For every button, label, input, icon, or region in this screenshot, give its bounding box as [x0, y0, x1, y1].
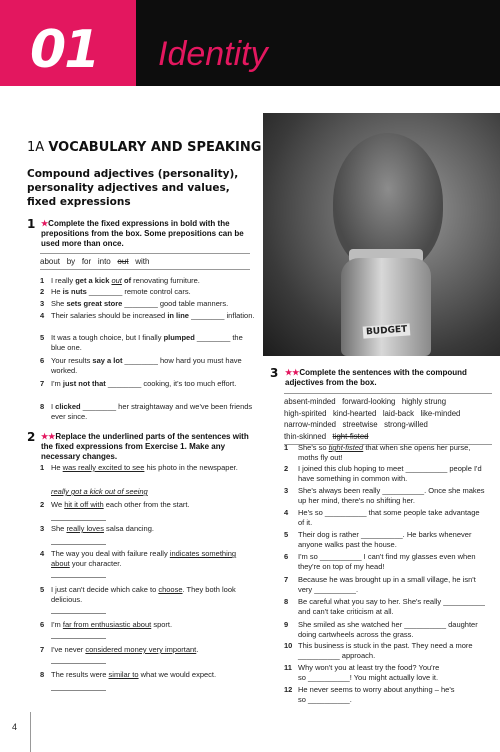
item-text-part: The way you deal with failure really [51, 549, 170, 558]
item-bold: of [124, 276, 132, 285]
exercise-1-item [40, 311, 255, 331]
item-number: 7 [284, 575, 289, 584]
item-text-part: his photo in the newspaper. [144, 463, 238, 472]
item-text-part: He [51, 287, 63, 296]
item-number: 6 [40, 620, 45, 629]
underlined-phrase: was really excited to see [62, 463, 145, 472]
word-box-item-used: out [117, 257, 129, 266]
exercise-2-item [40, 620, 255, 630]
item-number: 2 [40, 287, 45, 296]
example-answer: out [111, 276, 122, 285]
star-icon: ★ [41, 219, 49, 228]
item-text-part: Your results [51, 356, 93, 365]
exercise-3-item [284, 575, 492, 595]
exercise-3-item [284, 663, 492, 683]
item-text-part: . [196, 645, 199, 654]
item-text [51, 645, 256, 655]
item-text [298, 575, 494, 594]
item-text [298, 685, 494, 704]
exercise-1-item [40, 379, 255, 399]
exercise-3-item [284, 508, 492, 528]
example-answer: really got a kick out of seeing [51, 487, 148, 496]
item-number: 1 [40, 276, 45, 285]
item-text-part: It was a tough choice, but I finally [51, 333, 164, 342]
exercise-2-item [40, 585, 255, 605]
item-text [51, 287, 256, 297]
star-icon: ★★ [41, 432, 56, 441]
underlined-phrase: really loves [66, 524, 104, 533]
item-text-part: She's always been really __________. Once she makes [298, 486, 485, 495]
item-text [298, 464, 494, 483]
section-code: 1A [27, 140, 45, 155]
item-number: 2 [40, 500, 45, 509]
item-text-part: I'm [51, 620, 63, 629]
item-number: 6 [40, 356, 45, 365]
item-text-part: ________ her straightaway and we've been friends ever since. [51, 402, 253, 421]
item-text-part: . They both look delicious. [51, 585, 236, 604]
item-text [51, 620, 256, 630]
exercise-2-item [40, 524, 255, 534]
word-box-item: by [66, 257, 76, 266]
exercise-2-instruction-text: Replace the underlined parts of the sentences with the fixed expressions from Exercise 1. Make any necessary changes. [41, 432, 249, 461]
item-number: 4 [40, 311, 45, 320]
answer-line[interactable] [51, 544, 106, 545]
item-text-part: renovating furniture. [131, 276, 200, 285]
word-box-item: with [135, 257, 150, 266]
item-text-part: He [51, 463, 63, 472]
item-number: 11 [284, 663, 292, 672]
item-text-part: Their salaries should be increased [51, 311, 168, 320]
underlined-phrase: considered money very important [85, 645, 197, 654]
word-box-item-used: tight-fisted [332, 431, 369, 441]
item-text-part: I'm so __________ I can't find my glasses even when [298, 552, 476, 561]
item-number: 9 [284, 620, 289, 629]
unit-title: Identity [158, 35, 268, 73]
item-number: 10 [284, 641, 293, 650]
item-text [51, 670, 256, 680]
underlined-phrase: choose [158, 585, 183, 594]
item-text [298, 530, 494, 549]
exercise-3-item [284, 486, 492, 506]
answer-line[interactable] [51, 577, 106, 578]
item-number: 8 [284, 597, 289, 606]
exercise-3-item [284, 641, 492, 661]
item-text-part: ________ good table manners. [122, 299, 229, 308]
star-icon: ★★ [285, 368, 300, 377]
item-number: 7 [40, 379, 45, 388]
item-text-part: ________ how hard you must have worked. [51, 356, 242, 375]
item-number: 2 [284, 464, 289, 473]
item-bold: say a lot [92, 356, 123, 365]
item-line [298, 641, 494, 651]
item-number: 1 [284, 443, 289, 452]
answer-line[interactable] [51, 663, 106, 664]
item-text-part: Why won't you at least try the food? You're [298, 663, 440, 672]
item-text-part: The results were [51, 670, 109, 679]
item-number: 4 [40, 549, 45, 558]
exercise-1-item [40, 402, 255, 422]
exercise-2-item [40, 549, 255, 569]
jar-label: BUDGET [363, 323, 411, 338]
item-text-part: each other from the start. [103, 500, 190, 509]
item-text [51, 276, 256, 286]
answer-line[interactable] [51, 520, 106, 521]
item-text [298, 552, 494, 571]
word-box-line: high-spirited kind-hearted laid-back like-minded [284, 408, 461, 418]
item-text-part: She's so [298, 443, 329, 452]
page-divider [30, 712, 31, 752]
item-line: doing cartwheels across the grass. [298, 629, 414, 639]
item-text-part: Be careful what you say to her. She's really __________ [298, 597, 485, 606]
item-text [51, 585, 241, 604]
item-line: so __________! You might actually love it. [298, 672, 439, 682]
item-text-part: ________ cooking, it's too much effort. [105, 379, 237, 388]
item-text [298, 641, 494, 660]
item-line: and can't take criticism at all. [298, 606, 394, 616]
item-number: 3 [40, 524, 45, 533]
item-line [298, 530, 494, 540]
answer-line[interactable] [51, 613, 106, 614]
item-line [298, 486, 494, 496]
exercise-1-word-box [40, 253, 250, 270]
item-text [51, 549, 241, 568]
exercise-2-item [40, 670, 255, 680]
underlined-phrase: hit it off with [64, 500, 104, 509]
item-bold: plumped [163, 333, 195, 342]
item-line: of it. [298, 517, 313, 527]
exercise-1-item [40, 333, 255, 353]
item-bold: sets great store [66, 299, 123, 308]
item-number: 8 [40, 402, 45, 411]
item-bold: just not that [62, 379, 106, 388]
item-text-part: I've never [51, 645, 86, 654]
item-number: 5 [284, 530, 289, 539]
item-line: __________ approach. [298, 650, 376, 660]
item-line [298, 663, 494, 673]
exercise-2-item [40, 463, 255, 483]
item-line: very __________. [298, 584, 359, 594]
exercise-3-item [284, 620, 492, 640]
item-line [298, 552, 494, 562]
photo-girl-with-jar [263, 113, 500, 356]
example-answer: tight-fisted [328, 443, 364, 452]
exercise-1-instruction [41, 219, 256, 249]
item-text-part: I joined this club hoping to meet __________ people I'd [298, 464, 482, 473]
item-text-part: She [51, 524, 67, 533]
item-text-part: Their dog is rather __________. He barks whenever [298, 530, 472, 539]
item-number: 6 [284, 552, 289, 561]
word-box-line [284, 431, 492, 443]
item-text [51, 524, 256, 534]
item-text [298, 620, 494, 639]
item-text-part: what we would expect. [138, 670, 217, 679]
word-box-item: about [40, 257, 61, 266]
exercise-2-number: 2 [27, 430, 36, 444]
exercise-3-word-box [284, 393, 492, 445]
answer-line[interactable] [51, 690, 106, 691]
exercise-1-instruction-text: Complete the fixed expressions in bold with the prepositions from the box. Some prepositions can be used more than once. [41, 219, 244, 248]
item-number: 8 [40, 670, 45, 679]
exercise-3-item [284, 685, 492, 705]
item-text-part: We [51, 500, 65, 509]
item-line [298, 685, 494, 695]
answer-line[interactable] [51, 638, 106, 639]
item-text-part: He never seems to worry about anything – he's [298, 685, 455, 694]
item-line: moths fly out! [298, 452, 343, 462]
exercise-3-instruction-text: Complete the sentences with the compound adjectives from the box. [285, 368, 467, 387]
underlined-phrase: indicates something about [51, 549, 237, 568]
item-text-part: He's so __________ that some people take advantage [298, 508, 480, 517]
item-text-part: ________ the blue one. [51, 333, 243, 352]
item-line: anyone walks past the house. [298, 539, 397, 549]
item-bold: is nuts [62, 287, 87, 296]
word-box-line: absent-minded forward-looking highly strung [284, 397, 447, 406]
exercise-2-item [40, 645, 255, 655]
word-box-item: thin-skinned [284, 431, 327, 441]
exercise-2-item [40, 500, 255, 510]
item-number: 3 [40, 299, 45, 308]
item-text [298, 508, 494, 527]
item-line [298, 597, 494, 607]
item-text-part: She [51, 299, 67, 308]
item-text [51, 500, 256, 510]
item-number: 5 [40, 585, 45, 594]
item-line [298, 575, 494, 585]
item-text-part: I just can't decide which cake to [51, 585, 159, 594]
item-line: have something in common with. [298, 473, 408, 483]
exercise-1-number: 1 [27, 217, 36, 231]
word-box-item: into [97, 257, 111, 266]
item-text-part: your character. [69, 558, 122, 568]
exercise-1-item [40, 299, 255, 309]
item-text [51, 463, 241, 473]
item-text [51, 402, 256, 421]
item-text-part: I [51, 402, 56, 411]
exercise-3-instruction [285, 368, 485, 388]
item-number: 12 [284, 685, 293, 694]
item-text [298, 663, 494, 682]
exercise-2-instruction [41, 432, 256, 462]
exercise-1-item [40, 287, 255, 297]
item-text [298, 486, 494, 505]
item-text [51, 356, 256, 375]
item-text-part: Because he was brought up in a small village, he isn't [298, 575, 476, 584]
exercise-1-item [40, 356, 255, 376]
item-bold: in line [167, 311, 189, 320]
item-bold: get a kick [75, 276, 112, 285]
item-text-part: sport. [151, 620, 173, 629]
item-text-part: ________ remote control cars. [86, 287, 191, 296]
item-text-part: I'm [51, 379, 63, 388]
item-number: 3 [284, 486, 289, 495]
section-title [27, 140, 261, 156]
underlined-phrase: far from enthusiastic about [62, 620, 152, 629]
photo-jar [341, 258, 431, 356]
exercise-3-item [284, 552, 492, 572]
item-text [51, 333, 256, 352]
exercise-3-item [284, 597, 492, 617]
item-line [298, 508, 494, 518]
item-line [298, 443, 494, 453]
item-line: up her mind, there's no shifting her. [298, 495, 415, 505]
exercise-3-item [284, 530, 492, 550]
item-line [298, 620, 494, 630]
item-number: 7 [40, 645, 45, 654]
exercise-3-item [284, 443, 492, 463]
exercise-3-number: 3 [270, 366, 279, 380]
item-bold: clicked [55, 402, 81, 411]
item-text-part: She smiled as she watched her __________ daughter [298, 620, 478, 629]
item-line [298, 464, 494, 474]
section-name: VOCABULARY AND SPEAKING [48, 140, 262, 155]
unit-number: 01 [30, 20, 99, 80]
item-number: 5 [40, 333, 45, 342]
item-text-part: ________ inflation. [188, 311, 255, 320]
item-line: so __________. [298, 694, 352, 704]
item-text-part: that when she opens her purse, [363, 443, 471, 452]
word-box-item: for [81, 257, 92, 266]
item-number: 4 [284, 508, 289, 517]
page-number: 4 [12, 722, 18, 732]
item-text-part: I really [51, 276, 76, 285]
lesson-subheading: Compound adjectives (personality), personality adjectives and values, fixed expressions [27, 168, 239, 208]
item-text [298, 443, 494, 462]
item-text [51, 311, 256, 321]
item-line: they're on top of my head! [298, 561, 385, 571]
underlined-phrase: similar to [108, 670, 139, 679]
item-text [51, 299, 256, 309]
exercise-3-item [284, 464, 492, 484]
item-text [51, 379, 256, 389]
exercise-1-item [40, 276, 255, 286]
item-text-part: This business is stuck in the past. They need a more [298, 641, 473, 650]
item-text [298, 597, 494, 616]
item-number: 1 [40, 463, 45, 472]
word-box-line: narrow-minded streetwise strong-willed [284, 420, 428, 429]
item-text-part: salsa dancing. [103, 524, 154, 533]
